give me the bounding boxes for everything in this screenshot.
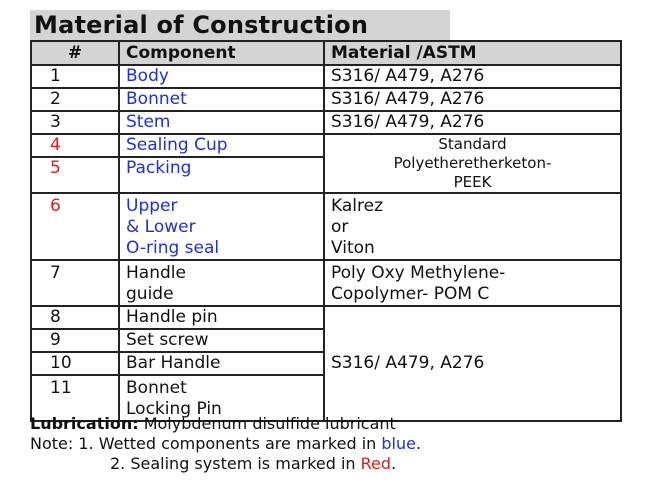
header-number: # bbox=[31, 41, 119, 65]
row-number: 9 bbox=[31, 329, 119, 352]
note-1-suffix: . bbox=[415, 434, 422, 453]
material-line: or bbox=[331, 217, 349, 237]
note-2-text: 2. Sealing system is marked in bbox=[110, 454, 361, 473]
table-row bbox=[31, 65, 621, 88]
row-number: 6 bbox=[31, 193, 119, 260]
lubrication-label: Lubrication: bbox=[30, 414, 139, 433]
header-material: Material /ASTM bbox=[324, 41, 621, 65]
note-2 bbox=[30, 454, 630, 474]
table-row bbox=[31, 306, 621, 329]
material-line: Viton bbox=[331, 238, 375, 258]
component-sealing-cup: Sealing Cup bbox=[119, 134, 324, 157]
material-cell bbox=[324, 193, 621, 260]
note-1-text: Note: 1. Wetted components are marked in bbox=[30, 434, 382, 453]
notes-section bbox=[30, 414, 630, 474]
row-number: 10 bbox=[31, 352, 119, 375]
material-line: Kalrez bbox=[331, 196, 383, 216]
material-cell-peek bbox=[324, 134, 621, 193]
component-handle-guide bbox=[119, 260, 324, 306]
note-2-color-word: Red bbox=[360, 454, 392, 473]
note-2-suffix: . bbox=[391, 454, 397, 473]
component-stem: Stem bbox=[119, 111, 324, 134]
component-packing: Packing bbox=[119, 157, 324, 193]
component-bar-handle: Bar Handle bbox=[119, 352, 324, 375]
table-row bbox=[31, 260, 621, 306]
row-number: 3 bbox=[31, 111, 119, 134]
material-cell-pom bbox=[324, 260, 621, 306]
component-line: O-ring seal bbox=[126, 238, 220, 258]
component-line: Locking Pin bbox=[126, 399, 222, 419]
component-line: guide bbox=[126, 284, 174, 304]
materials-table bbox=[30, 40, 622, 422]
table-row bbox=[31, 193, 621, 260]
row-number: 11 bbox=[31, 375, 119, 421]
component-set-screw: Set screw bbox=[119, 329, 324, 352]
component-handle-pin: Handle pin bbox=[119, 306, 324, 329]
header-component: Component bbox=[119, 41, 324, 65]
material-cell: S316/ A479, A276 bbox=[324, 65, 621, 88]
material-cell-s316-merged: S316/ A479, A276 bbox=[324, 306, 621, 421]
row-number: 2 bbox=[31, 88, 119, 111]
page-title: Material of Construction bbox=[30, 10, 450, 40]
material-cell: S316/ A479, A276 bbox=[324, 88, 621, 111]
material-line: Polyetheretherketon- bbox=[393, 154, 552, 172]
component-line: & Lower bbox=[126, 217, 196, 237]
row-number: 5 bbox=[31, 157, 119, 193]
note-1 bbox=[30, 434, 630, 454]
component-line: Handle bbox=[126, 263, 186, 283]
note-1-color-word: blue bbox=[381, 434, 416, 453]
row-number: 4 bbox=[31, 134, 119, 157]
row-number: 8 bbox=[31, 306, 119, 329]
lubrication-text: Molybdenum disulfide lubricant bbox=[138, 414, 396, 433]
row-number: 1 bbox=[31, 65, 119, 88]
table-row bbox=[31, 88, 621, 111]
material-line: PEEK bbox=[453, 173, 492, 191]
material-cell: S316/ A479, A276 bbox=[324, 111, 621, 134]
component-o-ring-seal bbox=[119, 193, 324, 260]
component-body: Body bbox=[119, 65, 324, 88]
table-header-row bbox=[31, 41, 621, 65]
component-bonnet: Bonnet bbox=[119, 88, 324, 111]
component-line: Bonnet bbox=[126, 378, 187, 398]
table-row bbox=[31, 134, 621, 157]
component-line: Upper bbox=[126, 196, 178, 216]
row-number: 7 bbox=[31, 260, 119, 306]
lubrication-note bbox=[30, 414, 630, 434]
table-row bbox=[31, 111, 621, 134]
material-line: Standard bbox=[438, 135, 507, 153]
material-line: Copolymer- POM C bbox=[331, 284, 490, 304]
material-line: Poly Oxy Methylene- bbox=[331, 263, 506, 283]
